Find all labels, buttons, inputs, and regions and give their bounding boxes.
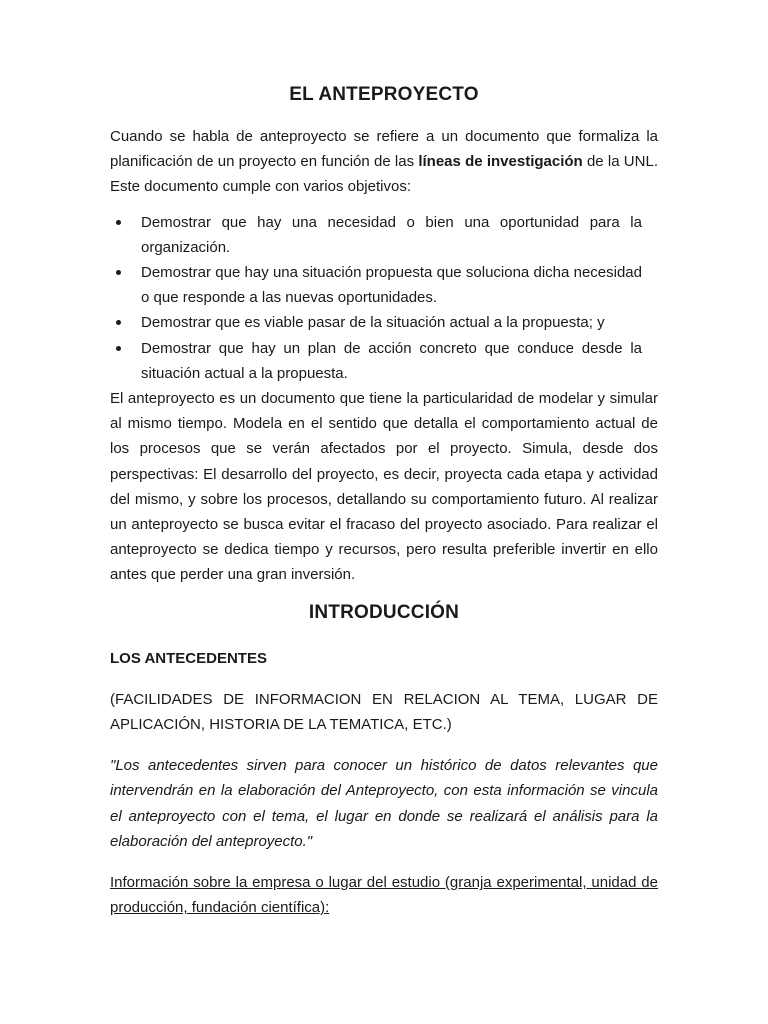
bullet-icon [116,320,121,325]
objective-text: Demostrar que hay una situación propuesta que soluciona dicha necesidad o que responde a las nuevas oportunidades. [141,264,642,307]
bullet-icon [116,220,121,225]
introduction-heading: INTRODUCCIÓN [308,601,460,623]
objective-item [110,260,642,310]
antecedentes-note: (FACILIDADES DE INFORMACION EN RELACION AL TEMA, LUGAR DE APLICACIÓN, HISTORIA DE LA TEMATICA, ETC.) [110,690,658,734]
objective-text: Demostrar que hay un plan de acción concreto que conduce desde la situación actual a la propuesta. [141,339,642,382]
objectives-list [110,210,658,386]
document-title: EL ANTEPROYECTO [289,84,479,105]
objective-item [110,310,642,335]
antecedentes-quote: "Los antecedentes sirven para conocer un histórico de datos relevantes que intervendrán en la elaboración del Anteproyecto, con esta información se vincula el anteproyecto con el tema, el lugar en donde se realizará el análisis para la elaboración del anteproyecto." [110,757,658,850]
objective-item [110,336,642,386]
objective-text: Demostrar que hay una necesidad o bien una oportunidad para la organización. [141,213,642,256]
objective-item [110,210,642,260]
document-body [110,84,658,920]
description-paragraph: El anteproyecto es un documento que tiene la particularidad de modelar y simular al mismo tiempo. Modela en el sentido que detalla el comportamiento actual de los procesos que se verán afectados por el proyecto. Simula, desde dos perspectivas: El desarrollo del proyecto, es decir, proyecta cada etapa y actividad del mismo, y sobre los procesos, detallando su comportamiento futuro. Al realizar un anteproyecto se busca evitar el fracaso del proyecto asociado. Para realizar el anteproyecto se dedica tiempo y recursos, pero resulta preferible invertir en ello antes que perder una gran inversión. [110,390,658,584]
company-info-heading: Información sobre la empresa o lugar del estudio (granja experimental, unidad de producción, fundación científica): [110,874,658,917]
antecedentes-heading: LOS ANTECEDENTES [110,649,267,667]
intro-paragraph [110,124,658,200]
bullet-icon [116,346,121,351]
intro-text-end: de la UNL. Este documento cumple con varios objetivos: [110,153,658,196]
intro-bold-term: líneas de investigación [418,153,583,171]
intro-text-start: Cuando se habla de anteproyecto se refiere a un documento que formaliza la planificación de un proyecto en función de las [110,128,658,171]
bullet-icon [116,270,121,275]
objective-text: Demostrar que es viable pasar de la situación actual a la propuesta; y [141,314,605,332]
